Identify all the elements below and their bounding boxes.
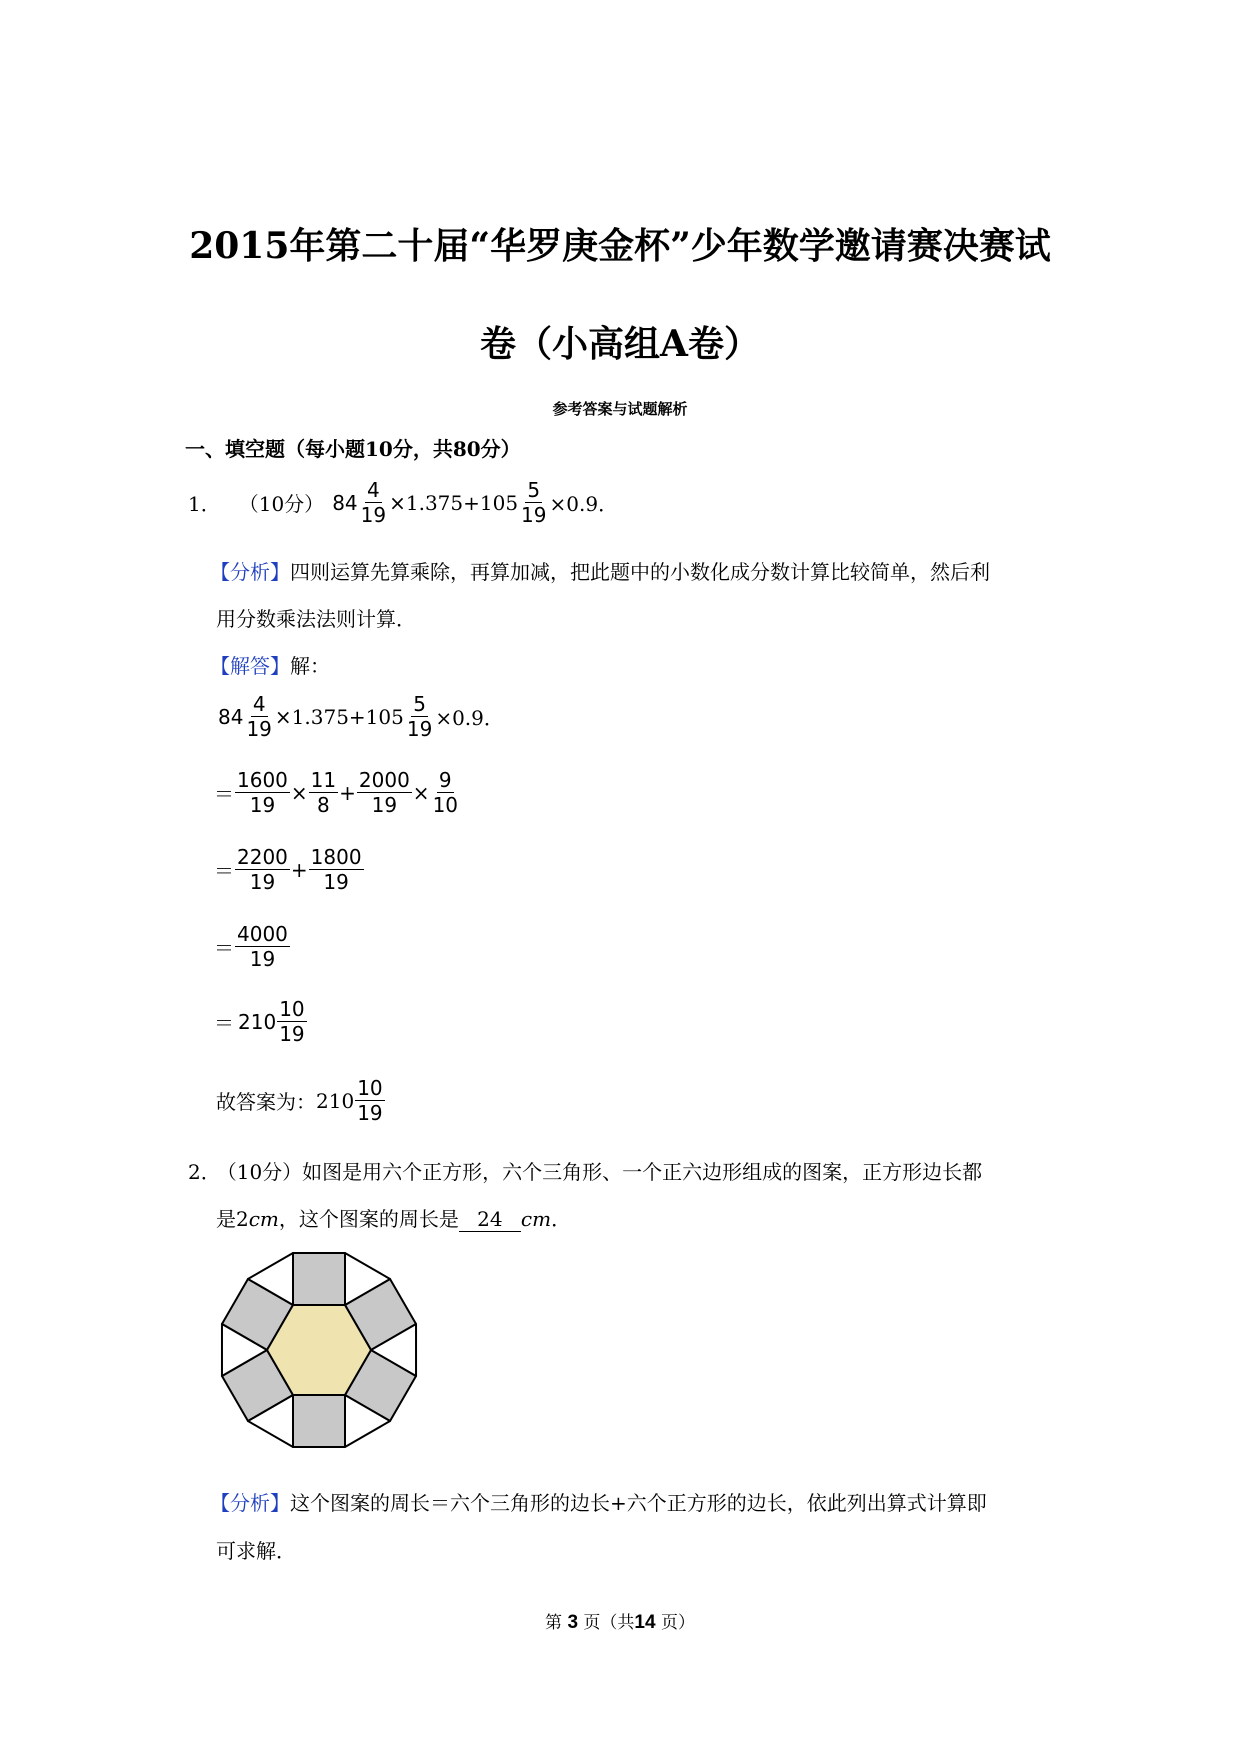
square-shape bbox=[293, 1395, 345, 1447]
analysis-text: 这个图案的周长＝六个三角形的边长+六个正方形的边长，依此列出算式计算即 bbox=[290, 1491, 987, 1515]
analysis-paragraph-q2 bbox=[210, 1487, 987, 1516]
solution-step-1: 84 $\frac{4}{19}$ × 1.375+105 $\frac{5}{19}$ ×0.9． bbox=[218, 692, 504, 741]
fraction: $\frac{5}{19}$ bbox=[521, 478, 547, 527]
answer-heading bbox=[210, 650, 330, 679]
page-title-line1: 2015年第二十届“华罗庚金杯”少年数学邀请赛决赛试 bbox=[189, 225, 1051, 267]
solution-step-3: ＝ $\frac{2200}{19}$ + $\frac{1800}{19}$ bbox=[214, 845, 362, 894]
solution-step-5: ＝ 210 $\frac{10}{19}$ bbox=[214, 997, 305, 1046]
analysis-tag: 【分析】 bbox=[210, 1491, 290, 1515]
square-shape bbox=[293, 1253, 345, 1305]
page-title-line2: 卷（小高组A卷） bbox=[480, 323, 760, 365]
question-points: （10分） bbox=[238, 492, 325, 516]
question-number: 2． bbox=[188, 1160, 221, 1184]
dodecagon-figure bbox=[210, 1244, 428, 1456]
fraction: $\frac{4}{19}$ bbox=[360, 478, 387, 527]
mixed-whole: 84 bbox=[332, 490, 358, 515]
final-answer: 故答案为： 210 $\frac{10}{19}$ bbox=[216, 1076, 383, 1125]
expr-tail: ×0.9． bbox=[549, 492, 619, 516]
analysis-text-line2-q2: 可求解． bbox=[216, 1539, 296, 1563]
analysis-tag: 【分析】 bbox=[210, 560, 290, 584]
solution-step-2: ＝ $\frac{1600}{19}$ × $\frac{11}{8}$ + $\frac{2000}{19}$ × $\frac{9}{10}$ bbox=[214, 768, 459, 817]
question-2-line1: 2． （10分）如图是用六个正方形，六个三角形、一个正六边形组成的图案，正方形边长都 bbox=[188, 1160, 983, 1184]
answer-blank: 24 bbox=[459, 1207, 521, 1232]
section-heading: 一、填空题（每小题10分，共80分） bbox=[185, 437, 521, 461]
question-2-line2: 是2cm，这个图案的周长是 24 cm． bbox=[216, 1207, 572, 1231]
question-1-header bbox=[188, 478, 618, 527]
analysis-text: 四则运算先算乘除，再算加减，把此题中的小数化成分数计算比较简单，然后利 bbox=[290, 560, 990, 584]
subtitle: 参考答案与试题解析 bbox=[552, 400, 688, 418]
page-number: 3 bbox=[567, 1612, 579, 1633]
answer-tag: 【解答】 bbox=[210, 654, 290, 678]
total-pages: 14 bbox=[634, 1612, 656, 1633]
expr-middle: 1.375+105 bbox=[405, 490, 519, 515]
solution-step-4: ＝ $\frac{4000}{19}$ bbox=[214, 922, 288, 971]
analysis-paragraph bbox=[210, 556, 990, 585]
question-number: 1． bbox=[188, 492, 221, 516]
analysis-text-line2: 用分数乘法法则计算． bbox=[216, 607, 416, 631]
page-footer: 第 3 页（共14 页） bbox=[545, 1612, 695, 1633]
times-sign: × bbox=[389, 490, 406, 515]
answer-intro: 解： bbox=[290, 654, 330, 678]
